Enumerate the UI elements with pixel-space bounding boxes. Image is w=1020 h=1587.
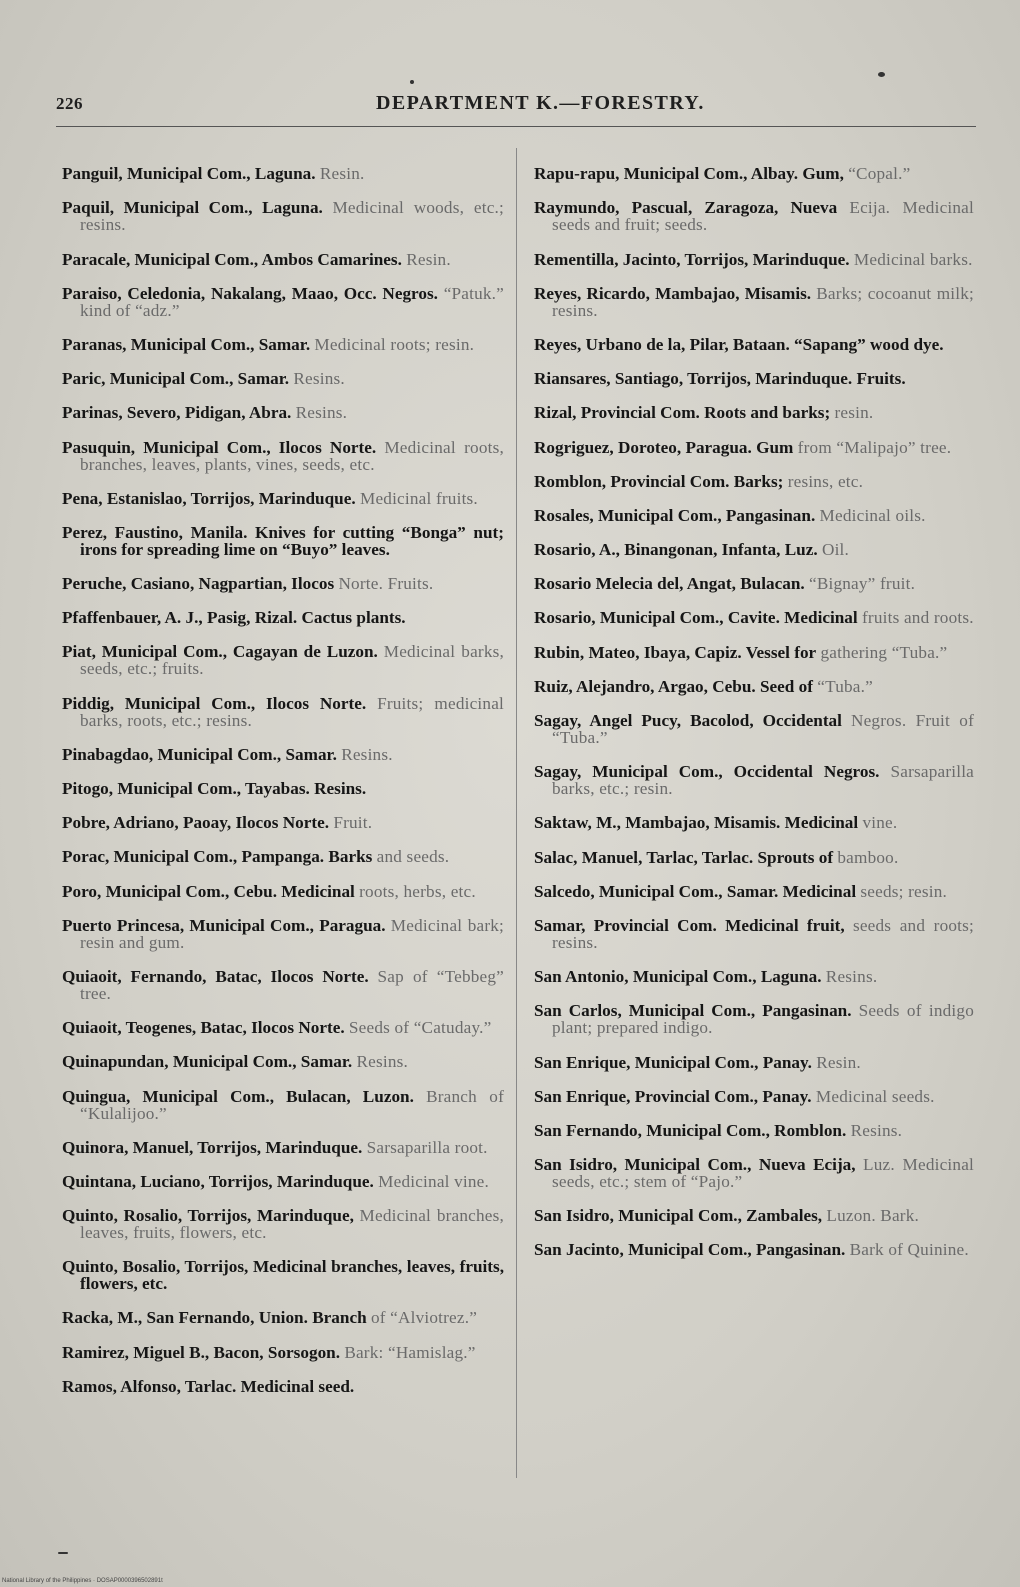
entry-name: Romblon, Provincial Com. Barks; [534, 471, 784, 491]
index-entry [62, 643, 504, 677]
index-entry [62, 336, 504, 353]
index-entry [62, 199, 504, 233]
index-entry [534, 1156, 974, 1190]
page-number: 226 [56, 94, 83, 113]
entry-description: Medicinal roots, branches, leaves, plants, vines, seeds, etc. [80, 437, 504, 474]
entry-name: Quinapundan, Municipal Com., Samar. [62, 1052, 353, 1072]
index-entry [62, 251, 504, 268]
index-entry [534, 404, 974, 421]
entry-name: Pena, Estanislao, Torrijos, Marinduque. [62, 488, 356, 508]
entry-name: Rementilla, Jacinto, Torrijos, Marinduque. [534, 249, 850, 269]
entry-name: Sagay, Angel Pucy, Bacolod, Occidental [534, 711, 842, 730]
entry-name: Rosario, Municipal Com., Cavite. Medicinal [534, 608, 858, 628]
entry-name: Reyes, Ricardo, Mambajao, Misamis. [534, 283, 812, 303]
entry-name: Puerto Princesa, Municipal Com., Paragua. [62, 915, 386, 935]
entry-description: Medicinal branches, leaves, fruits, flowers, etc. [80, 1206, 505, 1243]
index-entry [534, 251, 974, 268]
entry-name: San Carlos, Municipal Com., Pangasinan. [534, 1001, 852, 1021]
index-entry [62, 1019, 504, 1036]
index-entry [62, 883, 504, 900]
index-entry [62, 404, 504, 421]
entry-description: Sap of “Tebbeg” tree. [80, 966, 504, 1003]
entry-name: San Enrique, Provincial Com., Panay. [534, 1086, 812, 1106]
entry-description: Medicinal barks. [853, 249, 973, 269]
entry-name: Pfaffenbauer, A. J., Pasig, Rizal. Cactus plants. [62, 608, 406, 628]
entry-name: Samar, Provincial Com. Medicinal fruit, [534, 915, 845, 935]
entry-name: Ramirez, Miguel B., Bacon, Sorsogon. [62, 1342, 341, 1362]
entry-description: Medicinal fruits. [359, 488, 478, 508]
entry-description: Medicinal oils. [819, 505, 926, 525]
index-entry [62, 1207, 504, 1241]
index-entry [62, 1258, 504, 1292]
entry-name: Rapu-rapu, Municipal Com., Albay. Gum, [534, 164, 844, 184]
running-title: DEPARTMENT K.—FORESTRY. [376, 92, 705, 114]
index-entry [534, 917, 974, 951]
entry-description: Medicinal vine. [378, 1171, 490, 1191]
entry-description: Medicinal seeds. [815, 1086, 935, 1106]
entry-description: Sarsaparilla root. [366, 1137, 488, 1157]
index-entry [534, 336, 974, 353]
entry-name: Rogriguez, Doroteo, Paragua. Gum [534, 437, 794, 457]
entry-description: Resin. [406, 249, 451, 269]
index-entry [534, 1054, 974, 1071]
entry-name: Quiaoit, Fernando, Batac, Ilocos Norte. [62, 966, 369, 986]
index-entry [534, 712, 974, 746]
entry-name: Raymundo, Pascual, Zaragoza, Nueva [534, 198, 838, 218]
entry-name: Quiaoit, Teogenes, Batac, Ilocos Norte. [62, 1018, 345, 1038]
entry-description: Medicinal roots; resin. [314, 334, 475, 354]
entry-description: Luz. Medicinal seeds, etc.; stem of “Pajo.” [552, 1155, 975, 1192]
entry-description: Bark of Quinine. [849, 1240, 969, 1260]
entry-name: Rubin, Mateo, Ibaya, Capiz. Vessel for [534, 642, 817, 662]
entry-description: Resins. [293, 369, 345, 389]
index-entry [62, 848, 504, 865]
entry-description: Oil. [821, 540, 850, 560]
right-column [534, 148, 974, 1263]
entry-description: Resin. [816, 1052, 861, 1072]
index-entry [62, 165, 504, 182]
entry-name: Paracale, Municipal Com., Ambos Camarines. [62, 249, 402, 269]
entry-description: Fruits; medicinal barks, roots, etc.; resins. [80, 693, 504, 730]
index-entry [534, 575, 974, 592]
entry-description: Ecija. Medicinal seeds and fruit; seeds. [552, 198, 974, 235]
entry-name: Paric, Municipal Com., Samar. [62, 369, 290, 389]
entry-name: San Jacinto, Municipal Com., Pangasinan. [534, 1240, 846, 1260]
entry-description: Seeds of “Catuday.” [348, 1018, 492, 1038]
print-speck [410, 80, 414, 84]
entry-name: Reyes, Urbano de la, Pilar, Bataan. “Sapang” wood dye. [534, 334, 944, 354]
index-entry [534, 814, 974, 831]
entry-name: San Isidro, Municipal Com., Nueva Ecija, [534, 1155, 856, 1175]
entry-name: Paraiso, Celedonia, Nakalang, Maao, Occ. Negros. [62, 283, 438, 303]
entry-description: Medicinal bark; resin and gum. [80, 915, 505, 952]
entry-name: Sagay, Municipal Com., Occidental Negros. [534, 762, 880, 782]
index-entry [534, 473, 974, 490]
entry-description: “Patuk.” kind of “adz.” [80, 283, 504, 320]
entry-name: Peruche, Casiano, Nagpartian, Ilocos [62, 574, 335, 594]
entry-name: Quinto, Bosalio, Torrijos, Medicinal branches, leaves, fruits, flowers, etc. [62, 1257, 504, 1294]
entry-description: Norte. Fruits. [338, 574, 434, 594]
index-entry [62, 575, 504, 592]
entry-description: fruits and roots. [861, 608, 974, 628]
entry-description: Sarsaparilla barks, etc.; resin. [552, 762, 975, 799]
index-entry [534, 370, 974, 387]
entry-name: Pobre, Adriano, Paoay, Ilocos Norte. [62, 813, 330, 833]
print-speck [878, 72, 885, 77]
entry-name: Ruiz, Alejandro, Argao, Cebu. Seed of [534, 676, 813, 696]
index-entry [534, 849, 974, 866]
entry-name: Racka, M., San Fernando, Union. Branch [62, 1308, 367, 1328]
index-entry [62, 1378, 504, 1395]
entry-name: Porac, Municipal Com., Pampanga. Barks [62, 847, 373, 867]
entry-description: “Tuba.” [817, 676, 873, 696]
entry-description: seeds; resin. [860, 881, 948, 901]
entry-name: San Isidro, Municipal Com., Zambales, [534, 1206, 823, 1226]
entry-name: Paranas, Municipal Com., Samar. [62, 334, 311, 354]
entry-name: Ramos, Alfonso, Tarlac. Medicinal seed. [62, 1376, 355, 1396]
index-entry [534, 541, 974, 558]
entry-description: and seeds. [376, 847, 450, 867]
entry-name: Salcedo, Municipal Com., Samar. Medicinal [534, 881, 857, 901]
index-entry [534, 968, 974, 985]
entry-name: Rosario Melecia del, Angat, Bulacan. [534, 574, 805, 594]
left-column [62, 148, 504, 1400]
index-entry [534, 1122, 974, 1139]
entry-description: Resins. [341, 744, 393, 764]
index-entry [534, 1088, 974, 1105]
entry-description: roots, herbs, etc. [359, 881, 476, 901]
index-entry [62, 1088, 504, 1122]
entry-name: Rosales, Municipal Com., Pangasinan. [534, 505, 816, 525]
index-entry [62, 439, 504, 473]
entry-name: Quingua, Municipal Com., Bulacan, Luzon. [62, 1086, 414, 1106]
index-entry [534, 644, 974, 661]
entry-name: San Enrique, Municipal Com., Panay. [534, 1052, 812, 1072]
entry-description: seeds and roots; resins. [552, 915, 974, 952]
entry-description: “Copal.” [848, 164, 911, 184]
index-entry [62, 1053, 504, 1070]
entry-name: Quintana, Luciano, Torrijos, Marinduque. [62, 1171, 374, 1191]
entry-description: Medicinal barks, seeds, etc.; fruits. [80, 642, 504, 679]
entry-name: Poro, Municipal Com., Cebu. Medicinal [62, 881, 355, 901]
index-entry [62, 285, 504, 319]
entry-name: San Fernando, Municipal Com., Romblon. [534, 1120, 847, 1140]
index-entry [534, 1241, 974, 1258]
entry-name: Panguil, Municipal Com., Laguna. [62, 164, 316, 184]
entry-name: Pitogo, Municipal Com., Tayabas. Resins. [62, 779, 367, 798]
index-entry [62, 524, 504, 558]
entry-name: Rosario, A., Binangonan, Infanta, Luz. [534, 540, 818, 560]
entry-name: Saktaw, M., Mambajao, Misamis. Medicinal [534, 813, 859, 833]
index-entry [62, 695, 504, 729]
index-entry [62, 1139, 504, 1156]
entry-name: Salac, Manuel, Tarlac, Tarlac. Sprouts of [534, 847, 834, 867]
entry-description: of “Alviotrez.” [370, 1308, 478, 1328]
entry-description: Negros. Fruit of “Tuba.” [552, 711, 974, 747]
index-entry [534, 1207, 974, 1224]
entry-description: Fruit. [333, 813, 373, 833]
entry-description: Resins. [850, 1120, 903, 1140]
entry-description: vine. [862, 813, 898, 833]
entry-description: Resin. [319, 164, 365, 184]
entry-description: resins, etc. [787, 471, 864, 491]
entry-name: Pinabagdao, Municipal Com., Samar. [62, 744, 337, 764]
entry-description: Barks; cocoanut milk; resins. [552, 283, 974, 320]
entry-name: Rizal, Provincial Com. Roots and barks; [534, 403, 831, 423]
print-speck [58, 1552, 68, 1554]
index-entry [534, 763, 974, 797]
index-entry [62, 370, 504, 387]
entry-description: gathering “Tuba.” [820, 642, 948, 662]
index-entry [62, 814, 504, 831]
page-header [56, 92, 976, 124]
entry-description: Bark: “Hamislag.” [344, 1342, 476, 1362]
entry-description: resin. [834, 403, 874, 423]
index-entry [62, 1344, 504, 1361]
header-rule [56, 126, 976, 127]
index-entry [62, 490, 504, 507]
entry-name: Piddig, Municipal Com., Ilocos Norte. [62, 693, 367, 713]
entry-description: Medicinal woods, etc.; resins. [80, 198, 504, 235]
index-entry [62, 1173, 504, 1190]
index-entry [534, 883, 974, 900]
entry-name: Riansares, Santiago, Torrijos, Marinduque. Fruits. [534, 369, 906, 389]
index-entry [62, 1309, 504, 1326]
entry-description: Branch of “Kulalijoo.” [80, 1086, 505, 1123]
entry-name: Quinora, Manuel, Torrijos, Marinduque. [62, 1137, 363, 1157]
entry-name: San Antonio, Municipal Com., Laguna. [534, 967, 822, 987]
index-entry [62, 780, 504, 797]
entry-description: bamboo. [837, 847, 899, 867]
index-entry [534, 678, 974, 695]
entry-description: Resins. [825, 967, 878, 987]
entry-description: Seeds of indigo plant; prepared indigo. [552, 1001, 974, 1038]
entry-description: Resins. [295, 403, 348, 423]
index-entry [62, 968, 504, 1002]
index-entry [534, 199, 974, 233]
entry-name: Parinas, Severo, Pidigan, Abra. [62, 403, 292, 423]
index-entry [534, 285, 974, 319]
index-entry [534, 1002, 974, 1036]
entry-description: from “Malipajo” tree. [797, 437, 952, 457]
index-entry [534, 439, 974, 456]
index-entry [62, 746, 504, 763]
column-divider [516, 148, 517, 1478]
entry-name: Pasuquin, Municipal Com., Ilocos Norte. [62, 437, 377, 457]
entry-name: Quinto, Rosalio, Torrijos, Marinduque, [62, 1206, 354, 1226]
index-entry [534, 165, 974, 182]
entry-description: Resins. [356, 1052, 409, 1072]
index-entry [534, 507, 974, 524]
entry-name: Paquil, Municipal Com., Laguna. [62, 198, 323, 218]
entry-description: “Bignay” fruit. [808, 574, 916, 594]
entry-description: Luzon. Bark. [826, 1206, 920, 1226]
index-entry [534, 609, 974, 626]
index-entry [62, 609, 504, 626]
entry-name: Piat, Municipal Com., Cagayan de Luzon. [62, 642, 378, 662]
entry-name: Perez, Faustino, Manila. Knives for cutting “Bonga” nut; irons for spreading lime on “Buyo” leaves. [62, 522, 504, 559]
index-entry [62, 917, 504, 951]
scan-credit: National Library of the Philippines · DOSAP0000396502891t [2, 1578, 163, 1584]
